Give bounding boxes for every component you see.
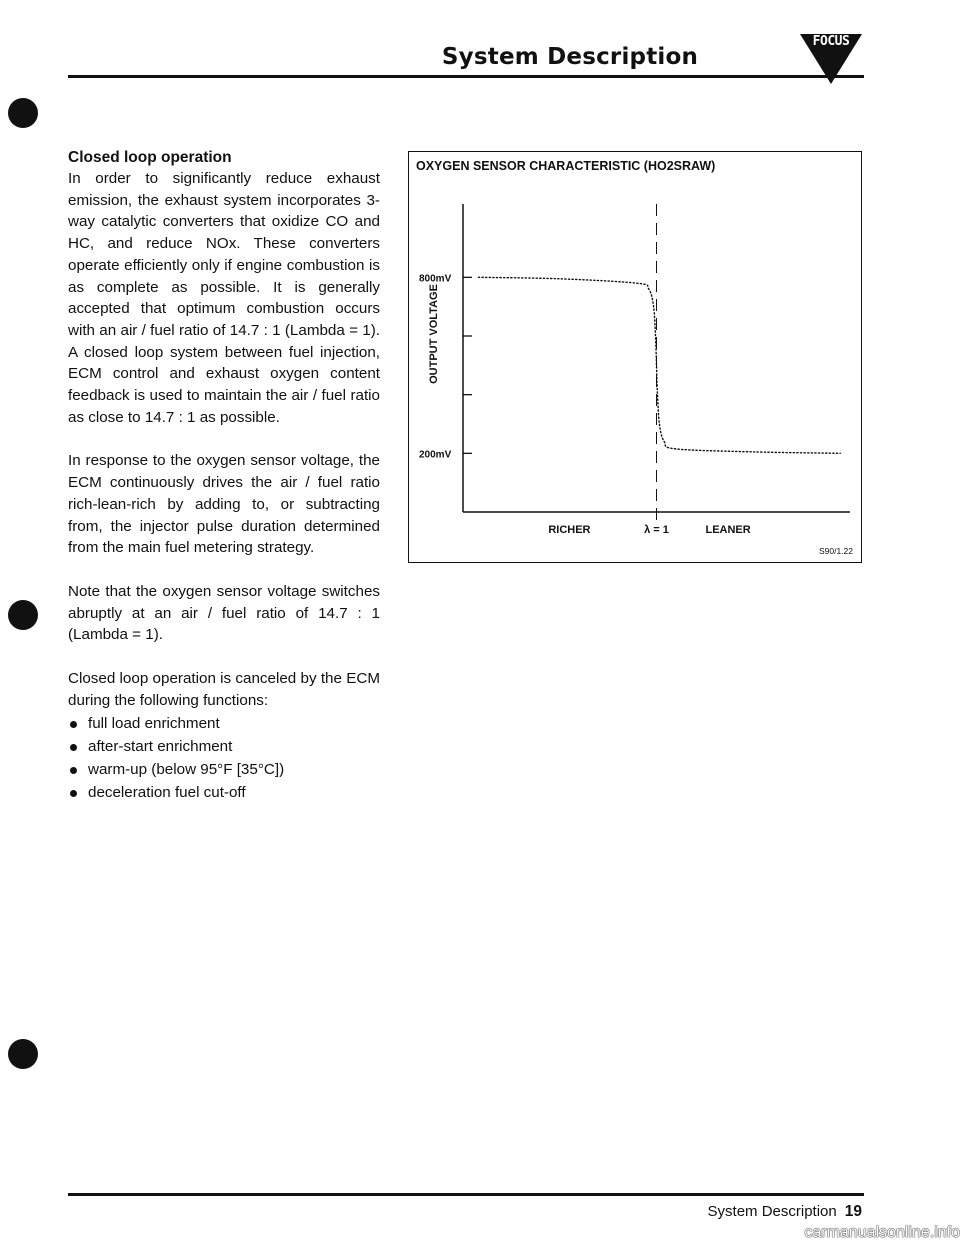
binding-hole	[8, 600, 38, 630]
page-footer	[600, 1203, 862, 1221]
y-ticks	[463, 277, 472, 453]
list-item: after-start enrichment	[68, 736, 380, 758]
y-axis-label: OUTPUT VOLTAGE	[428, 284, 440, 384]
header-rule	[68, 75, 864, 78]
section-heading: Closed loop operation	[68, 149, 232, 166]
chart-title: OXYGEN SENSOR CHARACTERISTIC (HO2SRAW)	[416, 159, 716, 173]
figure-code: S90/1.22	[818, 546, 853, 556]
logo-text: FOCUS	[812, 34, 850, 49]
page-header-title: System Description	[441, 44, 699, 70]
binding-hole	[8, 98, 38, 128]
oxygen-sensor-figure	[408, 151, 862, 563]
paragraph: Closed loop operation is canceled by the ECM during the following functions:	[68, 670, 380, 709]
page-number: 19	[844, 1203, 862, 1220]
x-label-lambda: λ = 1	[644, 524, 669, 536]
text-column	[68, 147, 380, 805]
paragraph: In response to the oxygen sensor voltage, the ECM continuously drives the air / fuel ratio rich-lean-rich by adding to, or subtracting from, the injector pulse duration determined from the main fuel metering strategy.	[68, 452, 380, 557]
y-tick-label-800mv: 800mV	[419, 273, 452, 285]
list-item: warm-up (below 95°F [35°C])	[68, 759, 380, 781]
list-item: full load enrichment	[68, 713, 380, 735]
watermark: carmanualsonline.info	[804, 1224, 960, 1241]
focus-logo	[798, 30, 864, 86]
paragraph: In order to significantly reduce exhaust emission, the exhaust system incorporates 3-way catalytic converters that oxidize CO and HC, and reduce NOx. These converters operate efficiently only if engine combustion is as complete as possible. It is generally accepted that optimum combustion occurs with an air / fuel ratio of 14.7 : 1 (Lambda = 1). A closed loop system between fuel injection, ECM control and exhaust oxygen content feedback is used to maintain the air / fuel ratio as close to 14.7 : 1 as possible.	[68, 170, 380, 426]
chart-canvas	[409, 152, 861, 562]
x-label-richer: RICHER	[548, 524, 591, 536]
binding-hole	[8, 1039, 38, 1069]
y-tick-label-200mv: 200mV	[419, 449, 452, 461]
footer-text: System Description	[707, 1203, 837, 1220]
paragraph: Note that the oxygen sensor voltage switches abruptly at an air / fuel ratio of 14.7 : 1 (Lambda = 1).	[68, 582, 380, 644]
bullet-list	[68, 713, 380, 804]
footer-rule	[68, 1193, 864, 1196]
sensor-curve	[479, 277, 841, 453]
list-item: deceleration fuel cut-off	[68, 782, 380, 804]
x-label-leaner: LEANER	[705, 524, 751, 536]
